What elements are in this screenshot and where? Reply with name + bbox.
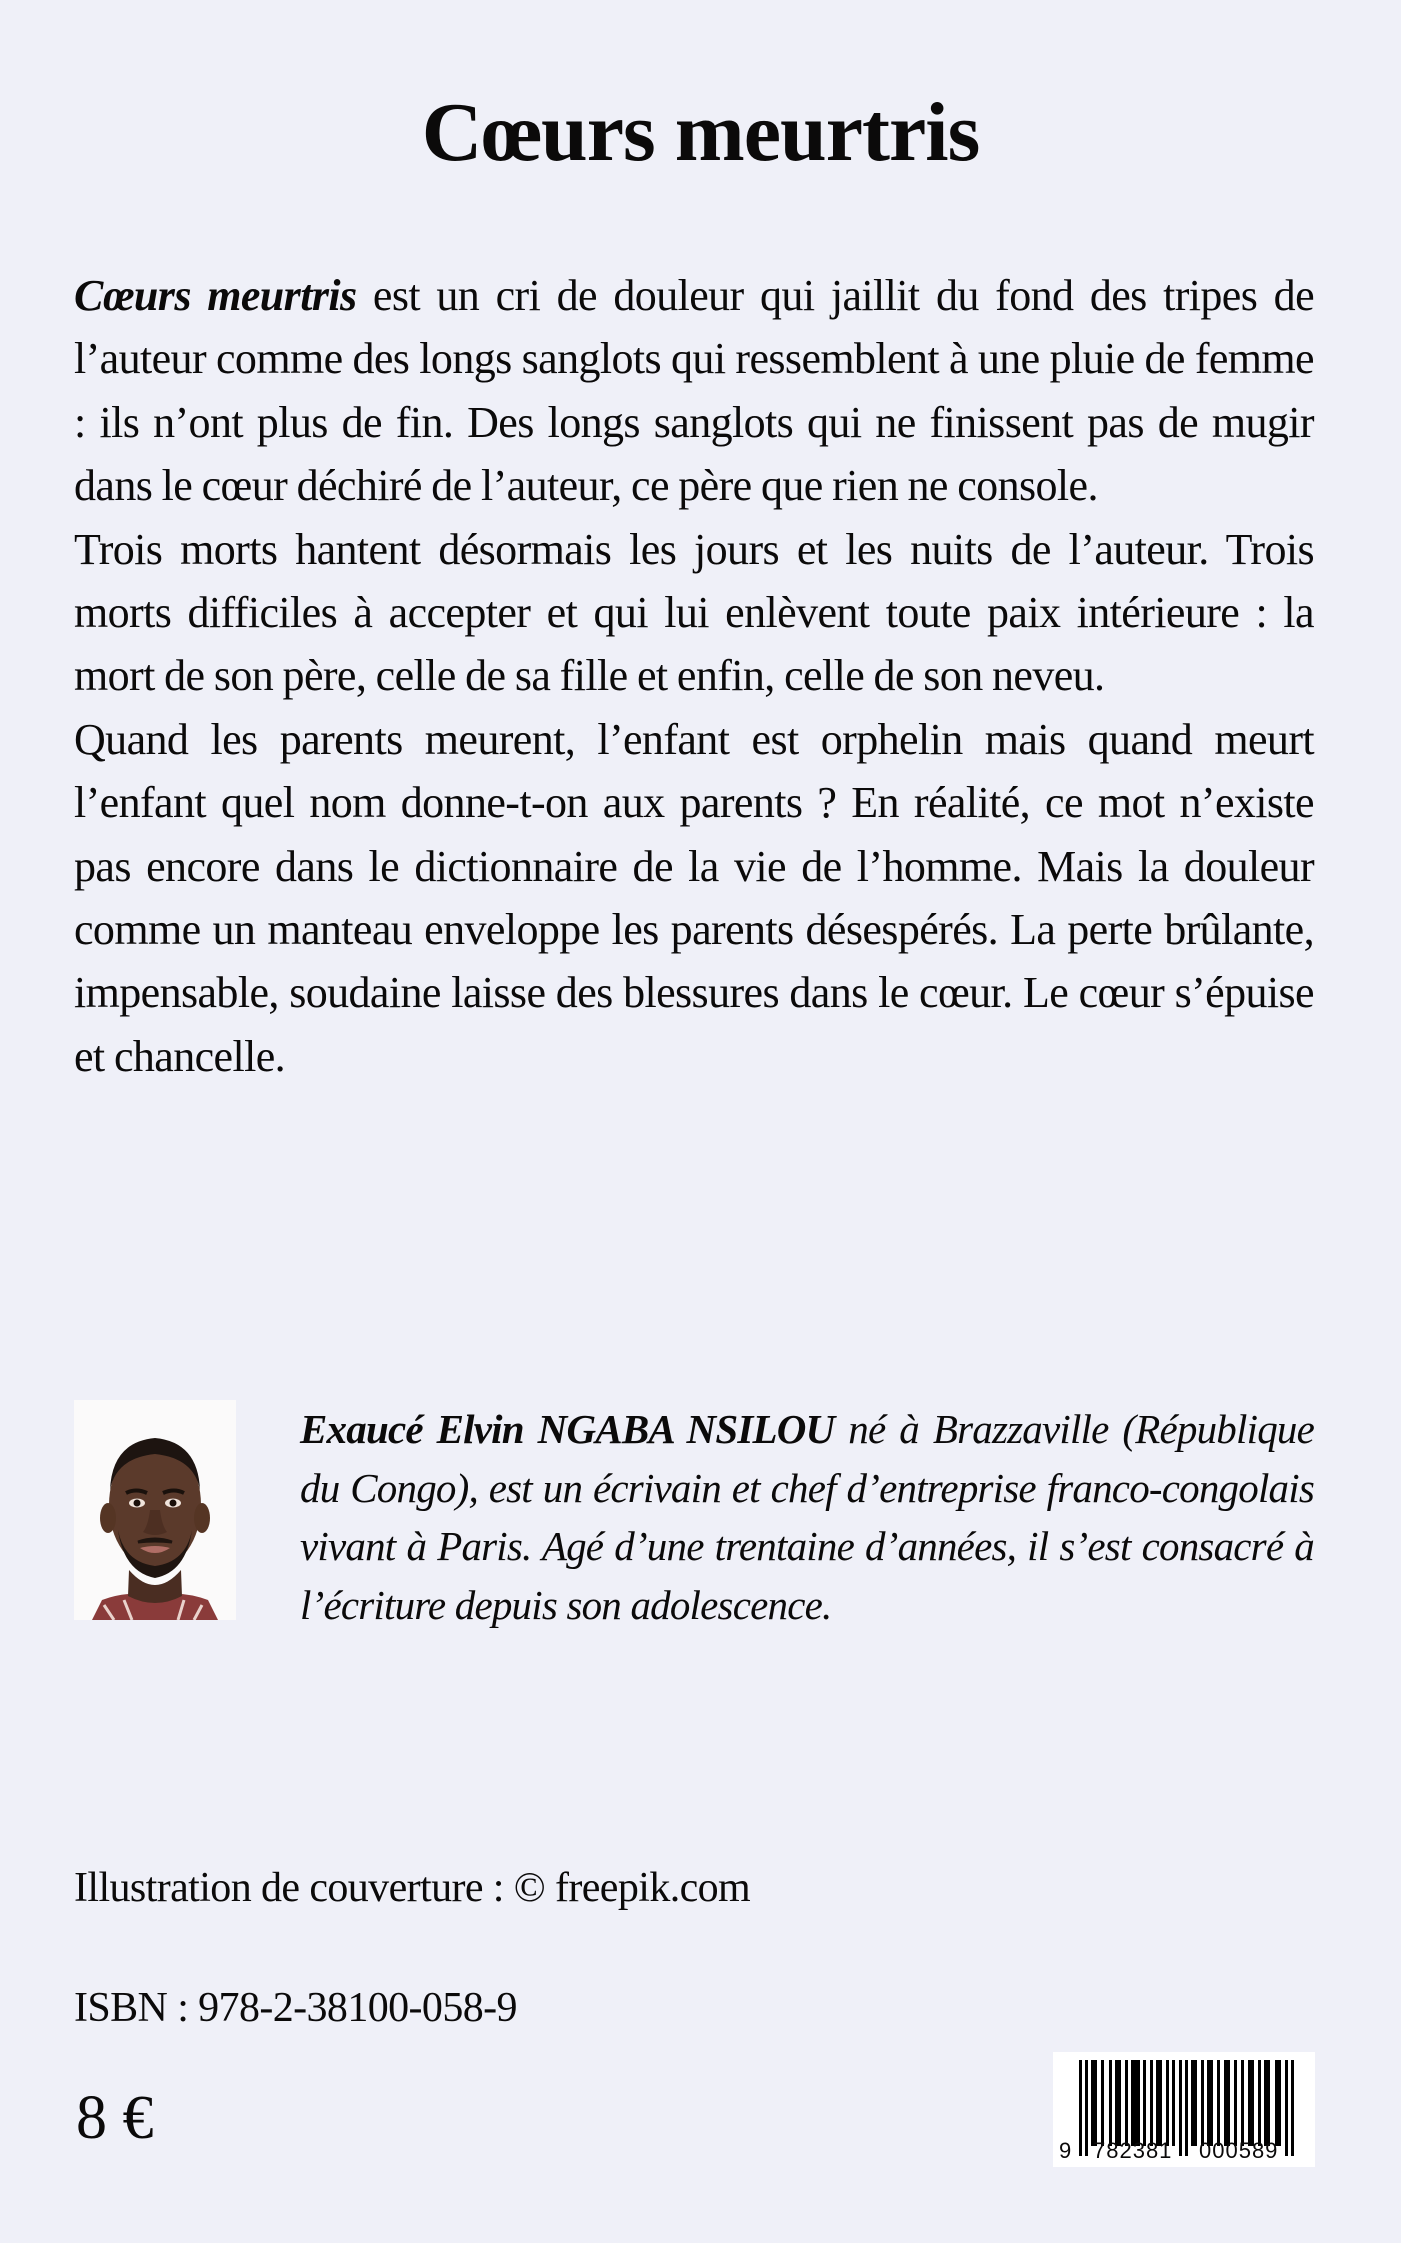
blurb-paragraph-2: Trois morts hantent désormais les jours et les nuits de l’auteur. Trois morts difficiles à accepter et qui lui enlèvent toute paix intérieure : la mort de son père, celle de sa fille et enfin, celle de son neveu. xyxy=(74,524,1314,701)
barcode-first-digit: 9 xyxy=(1059,2138,1072,2163)
blurb-lead-title: Cœurs meurtris xyxy=(74,271,357,320)
price: 8 € xyxy=(76,2084,154,2152)
barcode-right-group: 000589 xyxy=(1199,2138,1279,2163)
isbn-barcode xyxy=(1053,2052,1315,2167)
blurb-paragraph-1-text: est un cri de douleur qui jaillit du fond des tripes de l’auteur comme des longs sanglots qui ressemblent à une pluie de femme : ils n’ont plus de fin. Des longs sanglots qui ne finissent pas de mugir dans le cœur déchiré de l’auteur, ce père que rien ne console. xyxy=(74,271,1314,511)
illustration-credit: Illustration de couverture : © freepik.com xyxy=(74,1865,751,1911)
author-photo xyxy=(74,1400,236,1620)
author-bio-text: né à Brazzaville (République du Congo), est un écrivain et chef d’entreprise franco-congolais vivant à Paris. Agé d’une trentaine d’années, il s’est consacré à l’écriture depuis son adolescence. xyxy=(300,1406,1314,1628)
isbn: ISBN : 978-2-38100-058-9 xyxy=(74,1985,517,2031)
blurb-paragraph-1 xyxy=(74,264,1314,518)
book-title: Cœurs meurtris xyxy=(421,86,980,179)
author-bio xyxy=(300,1400,1314,1634)
author-name: Exaucé Elvin NGABA NSILOU xyxy=(300,1406,835,1452)
blurb-paragraph-3: Quand les parents meurent, l’enfant est orphelin mais quand meurt l’enfant quel nom donne-t-on aux parents ? En réalité, ce mot n’existe pas encore dans le dictionnaire de la vie de l’homme. Mais la douleur comme un manteau enveloppe les parents désespérés. La perte brûlante, impensable, soudaine laisse des blessures dans le cœur. Le cœur s’épuise et chancelle. xyxy=(74,714,1314,1081)
author-portrait-icon xyxy=(74,1400,236,1620)
barcode-left-group: 782381 xyxy=(1093,2138,1173,2163)
back-cover-blurb xyxy=(74,264,1314,1088)
